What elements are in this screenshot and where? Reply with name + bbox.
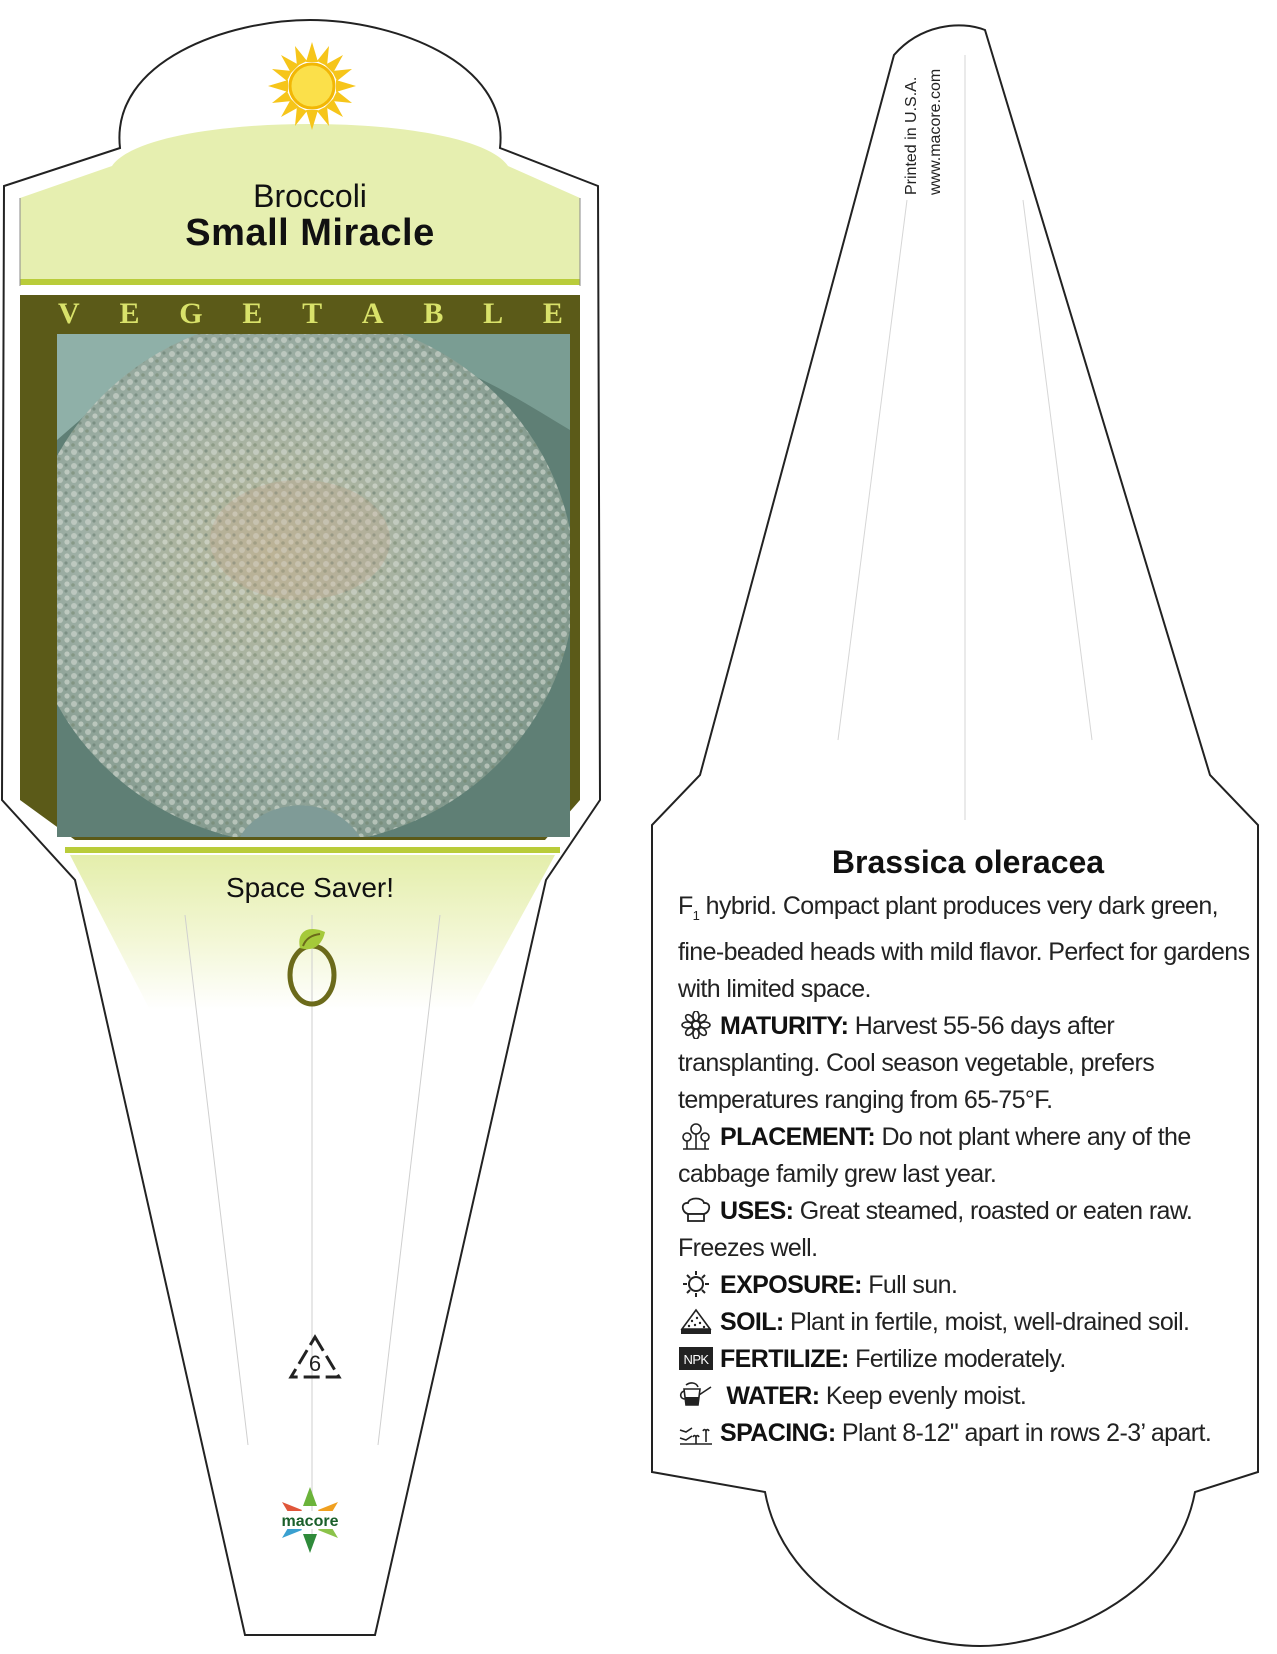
category-letter: E: [119, 297, 140, 330]
growing-info: [678, 842, 1258, 1452]
watering-can-icon: [678, 1381, 714, 1409]
recycle-icon: [285, 1333, 345, 1383]
common-name: Broccoli: [253, 178, 367, 214]
placement-row: [678, 1119, 1258, 1193]
maturity-text: Harvest 55-56 days after transplanting. Cool season vegetable, prefers temperatures ranging from 65-75°F.: [678, 1012, 1155, 1114]
spacing-row: [678, 1415, 1258, 1452]
uses-text: Great steamed, roasted or eaten raw. Freezes well.: [678, 1197, 1193, 1262]
exposure-row: [678, 1267, 1258, 1304]
seedlings-icon: [678, 1418, 714, 1446]
fertilize-label: FERTILIZE:: [720, 1345, 849, 1373]
water-label: WATER:: [720, 1382, 820, 1410]
hybrid-subscript: 1: [692, 908, 700, 923]
tagline: Space Saver!: [225, 872, 395, 903]
brand-name: macore: [281, 1513, 339, 1530]
variety-name: Small Miracle: [185, 212, 435, 254]
fertilize-row: [678, 1341, 1258, 1378]
npk-icon: [678, 1344, 714, 1372]
category-letter: E: [242, 297, 263, 330]
sun-logo: [268, 42, 356, 130]
soil-text: Plant in fertile, moist, well-drained soil.: [783, 1308, 1190, 1336]
category-letter: L: [483, 297, 504, 330]
water-row: [678, 1378, 1258, 1415]
title-band-line: [20, 279, 580, 285]
sun-icon: [678, 1270, 714, 1298]
exposure-label: EXPOSURE:: [720, 1271, 862, 1299]
plants-icon: [678, 1122, 714, 1150]
uses-row: [678, 1193, 1258, 1267]
water-text: Keep evenly moist.: [819, 1382, 1027, 1410]
hybrid-prefix: F: [678, 892, 693, 920]
flower-icon: [678, 1011, 714, 1039]
description: [678, 888, 1258, 1008]
printed-website: www.macore.com: [927, 68, 944, 195]
category-letter: E: [542, 297, 563, 330]
category-letter: A: [361, 297, 384, 330]
spacing-text: Plant 8-12" apart in rows 2-3’ apart.: [835, 1419, 1212, 1447]
chef-hat-icon: [678, 1196, 714, 1224]
placement-label: PLACEMENT:: [720, 1123, 876, 1151]
recycle-code: 6: [308, 1351, 322, 1376]
spacing-label: SPACING:: [720, 1419, 836, 1447]
printed-country: Printed in U.S.A.: [903, 76, 920, 195]
category-letter: G: [179, 297, 203, 330]
soil-label: SOIL:: [720, 1308, 784, 1336]
maturity-row: [678, 1008, 1258, 1119]
category-label: [58, 297, 563, 331]
broccoli-photo: [25, 315, 575, 845]
category-letter: B: [423, 297, 444, 330]
macore-logo: [265, 1485, 355, 1555]
maturity-label: MATURITY:: [720, 1012, 849, 1040]
category-letter: T: [302, 297, 323, 330]
uses-label: USES:: [720, 1197, 794, 1225]
description-text: hybrid. Compact plant produces very dark green, fine-beaded heads with mild flavor. Perfect for gardens with limited space.: [678, 892, 1250, 1003]
svg-text:NPK: NPK: [683, 1352, 709, 1367]
category-letter: V: [58, 297, 80, 330]
fertilize-text: Fertilize moderately.: [848, 1345, 1066, 1373]
printed-info: [880, 40, 960, 220]
exposure-text: Full sun.: [861, 1271, 958, 1299]
soil-row: [678, 1304, 1258, 1341]
placement-text: Do not plant where any of the cabbage family grew last year.: [678, 1123, 1191, 1188]
soil-icon: [678, 1307, 714, 1335]
scientific-name: Brassica oleracea: [831, 844, 1105, 880]
